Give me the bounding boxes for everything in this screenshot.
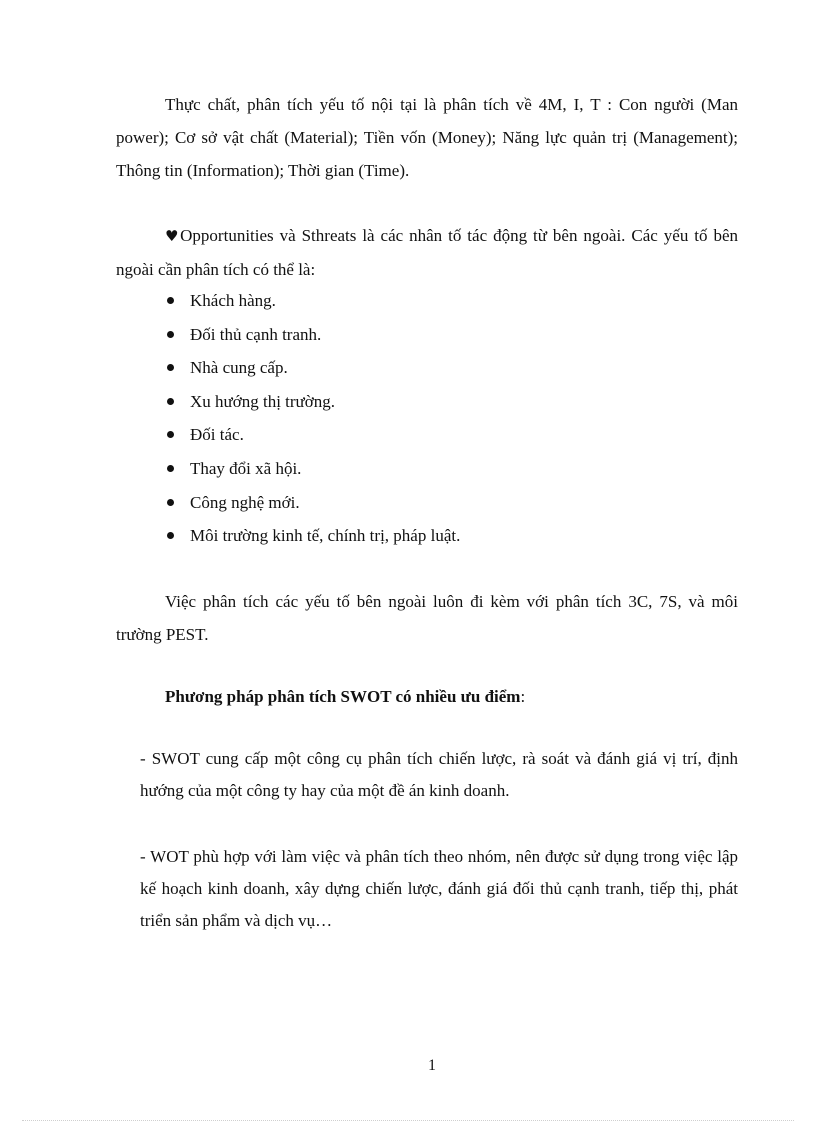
list-item-text: Đối thủ cạnh tranh.: [190, 324, 322, 344]
bullet-icon: [167, 297, 174, 304]
list-item: [165, 486, 460, 520]
list-item-text: Nhà cung cấp.: [190, 358, 288, 378]
list-item-text: Môi trường kinh tế, chính trị, pháp luật.: [190, 526, 461, 546]
page-number: 1: [428, 1057, 436, 1074]
list-item: [165, 351, 460, 385]
list-item-text: Công nghệ mới.: [190, 492, 300, 512]
list-item: [165, 385, 460, 419]
paragraph-advantage-1: - SWOT cung cấp một công cụ phân tích chiến lược, rà soát và đánh giá vị trí, định hướng của một công ty hay của một đề án kinh doanh.: [140, 749, 738, 800]
bullet-icon: [167, 398, 174, 405]
heading-text: Phương pháp phân tích SWOT có nhiều ưu điểm: [165, 687, 521, 706]
paragraph-advantage-2: - WOT phù hợp với làm việc và phân tích theo nhóm, nên được sử dụng trong việc lập kế hoạch kinh doanh, xây dựng chiến lược, đánh giá đối thủ cạnh tranh, tiếp thị, phát triển sản phẩm và dịch vụ…: [140, 847, 738, 930]
list-item-text: Khách hàng.: [190, 291, 276, 310]
list-item: [165, 452, 460, 486]
list-item-text: Đối tác.: [190, 425, 244, 445]
list-item-text: Xu hướng thị trường.: [190, 391, 336, 411]
external-factors-list: [165, 284, 460, 553]
swot-advantages-heading: [165, 680, 525, 713]
list-item: [165, 284, 460, 318]
list-item: [165, 519, 460, 553]
bullet-icon: [167, 431, 174, 438]
paragraph-internal-factors: Thực chất, phân tích yếu tố nội tại là phân tích về 4M, I, T : Con người (Man power); Cơ sở vật chất (Material); Tiền vốn (Money); Năng lực quản trị (Management); Thông tin (Information); Thời gian (Time).: [116, 95, 738, 180]
list-item: [165, 318, 460, 352]
paragraph-opportunities-text: Opportunities và Sthreats là các nhân tố tác động từ bên ngoài. Các yếu tố bên ngoài cần phân tích có thể là:: [116, 226, 738, 279]
heart-icon: ♥: [165, 227, 181, 245]
list-item: [165, 418, 460, 452]
bullet-icon: [167, 331, 174, 338]
bullet-icon: [167, 499, 174, 506]
heading-colon: :: [520, 687, 526, 706]
bullet-icon: [167, 364, 174, 371]
list-item-text: Thay đổi xã hội.: [190, 458, 302, 478]
paragraph-opportunities-threats: [116, 219, 738, 286]
bullet-icon: [167, 465, 174, 472]
paragraph-external-analysis: Việc phân tích các yếu tố bên ngoài luôn đi kèm với phân tích 3C, 7S, và môi trường PEST.: [116, 592, 738, 644]
bullet-icon: [167, 532, 174, 539]
page-border-divider: [22, 1120, 794, 1121]
